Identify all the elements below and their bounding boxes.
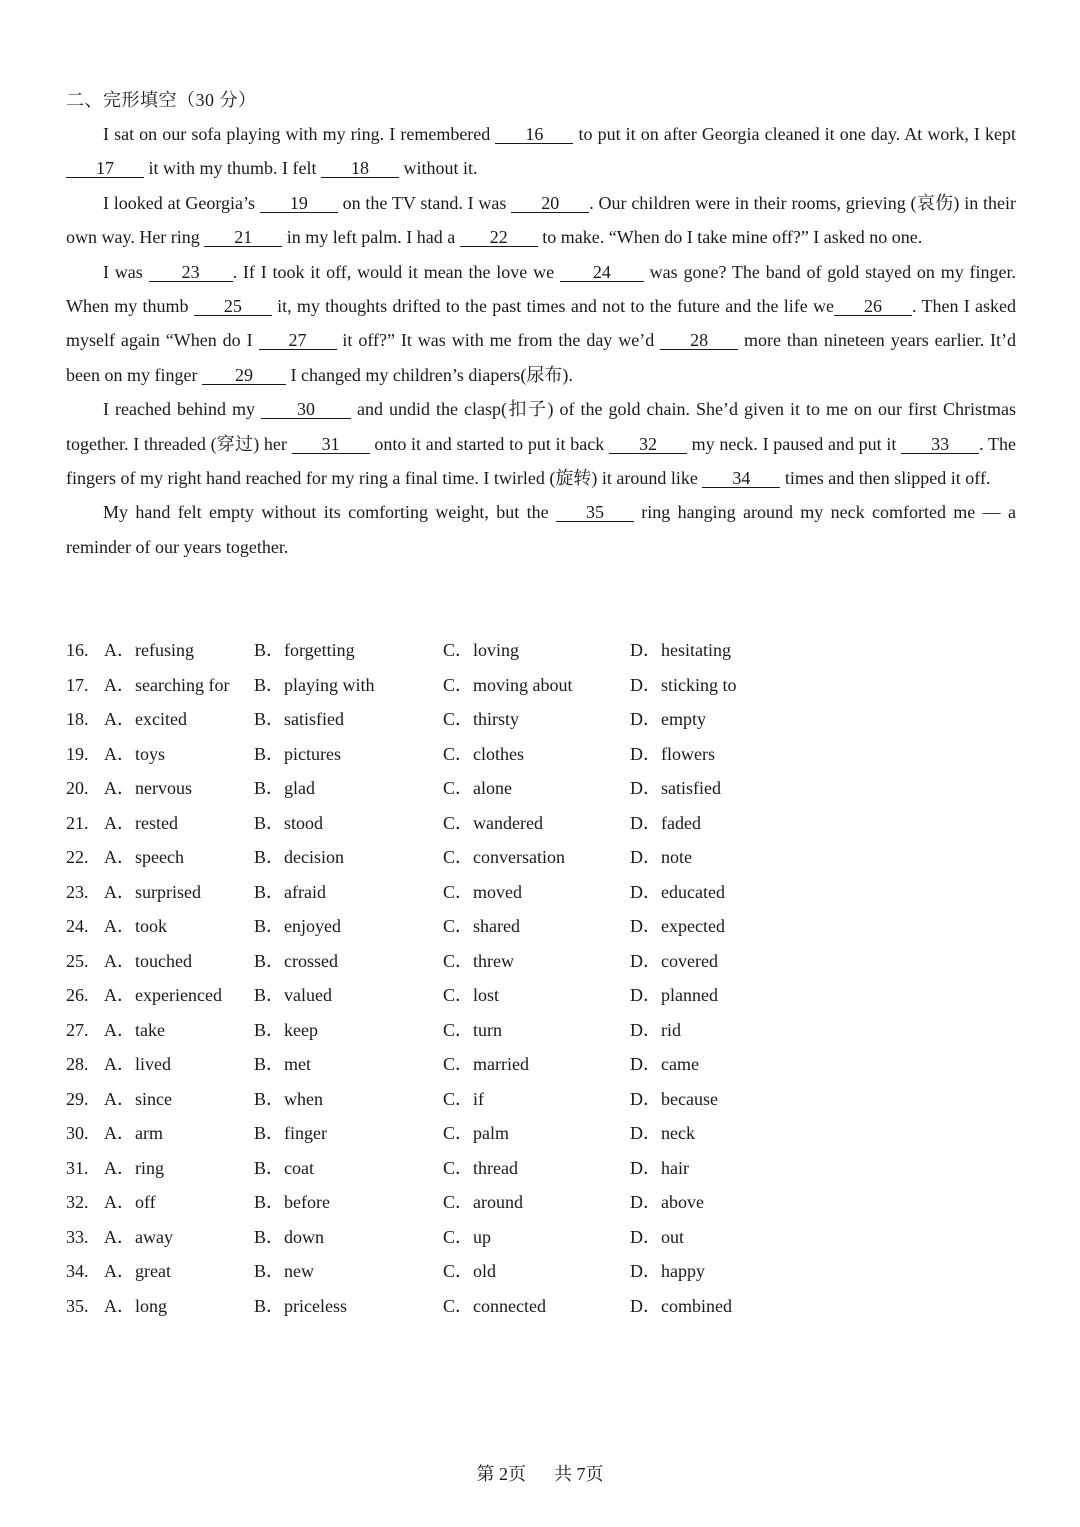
question-number: 27.: [66, 1019, 89, 1040]
question-number: 25.: [66, 950, 89, 971]
blank-29: 29: [202, 366, 286, 385]
option-b: B．new: [254, 1261, 314, 1281]
option-b: B．enjoyed: [254, 916, 341, 936]
question-number: 32.: [66, 1192, 89, 1212]
paragraph-3: [66, 255, 1016, 393]
cloze-passage: [66, 117, 1016, 564]
question-number: 18.: [66, 709, 89, 729]
option-row: [66, 806, 826, 841]
option-d: D．hair: [630, 1157, 689, 1178]
option-row: [66, 1047, 826, 1082]
text: it, my thoughts drifted to the past times and not to the future and the life we: [271, 296, 835, 317]
text: . The fingers of my right hand reached for my ring a final time. I twirled (旋转) it around like: [66, 433, 1016, 489]
option-b: B．before: [254, 1192, 330, 1212]
text: in my left palm. I had a: [282, 227, 460, 248]
question-number: 31.: [66, 1157, 89, 1178]
blank-23: 23: [149, 263, 233, 282]
option-d: D．educated: [630, 881, 725, 902]
option-a: A．took: [104, 916, 167, 936]
option-c: C．thirsty: [443, 709, 520, 729]
text: ring hanging around my neck comforted me — a reminder of our years together.: [66, 502, 1016, 557]
option-c: C．alone: [443, 778, 512, 798]
option-c: C．conversation: [443, 847, 565, 867]
text: onto it and started to put it back: [369, 433, 609, 454]
option-row: [66, 1289, 826, 1324]
option-c: C．up: [443, 1226, 492, 1247]
option-b: B．priceless: [254, 1295, 347, 1316]
text: it off?” It was with me from the day we’d: [336, 330, 661, 351]
option-d: D．satisfied: [630, 778, 721, 798]
option-c: C．palm: [443, 1123, 509, 1143]
option-c: C．loving: [443, 640, 520, 660]
option-a: A．nervous: [104, 778, 192, 798]
text: and undid the clasp(扣子) of the gold chain. She’d given it to me on our first Christmas together. I threaded (穿过) her: [66, 399, 1016, 454]
blank-32: 32: [609, 435, 687, 454]
question-number: 29.: [66, 1088, 89, 1109]
answer-options: [66, 633, 826, 1323]
page-total: 共 7页: [554, 1464, 604, 1484]
option-row: [66, 909, 826, 944]
option-c: C．turn: [443, 1019, 503, 1040]
blank-18: 18: [321, 159, 399, 178]
option-row: [66, 633, 826, 668]
option-d: D．hesitating: [630, 640, 731, 660]
option-d: D．empty: [630, 709, 706, 729]
option-c: C．around: [443, 1192, 523, 1212]
option-b: B．afraid: [254, 881, 326, 902]
option-b: B．down: [254, 1226, 325, 1247]
option-c: C．connected: [443, 1295, 546, 1316]
blank-21: 21: [204, 228, 282, 247]
option-d: D．note: [630, 847, 692, 867]
text: . Then I asked myself again “When do I: [66, 296, 1016, 351]
blank-35: 35: [556, 503, 634, 522]
option-row: [66, 1254, 826, 1289]
option-row: [66, 1151, 826, 1186]
option-b: B．coat: [254, 1157, 314, 1178]
option-b: B．pictures: [254, 743, 341, 764]
option-row: [66, 771, 826, 806]
text: without it.: [399, 158, 478, 179]
option-d: D．because: [630, 1088, 718, 1109]
option-a: A．away: [104, 1226, 173, 1247]
option-a: A．arm: [104, 1123, 163, 1143]
option-a: A．ring: [104, 1157, 164, 1178]
question-number: 35.: [66, 1295, 89, 1316]
question-number: 21.: [66, 812, 89, 833]
option-row: [66, 737, 826, 772]
option-c: C．thread: [443, 1157, 518, 1178]
option-d: D．combined: [630, 1295, 732, 1316]
page-footer: [0, 1460, 1080, 1486]
option-a: A．rested: [104, 812, 178, 833]
option-a: A．experienced: [104, 985, 222, 1005]
page-number: 第 2页: [476, 1464, 526, 1484]
text: to put it on after Georgia cleaned it one day. At work, I kept: [573, 124, 1017, 144]
question-number: 17.: [66, 674, 89, 695]
option-b: B．playing with: [254, 674, 375, 695]
option-a: A．excited: [104, 709, 187, 729]
option-a: A．searching for: [104, 674, 230, 695]
option-b: B．met: [254, 1054, 311, 1074]
blank-33: 33: [901, 435, 979, 454]
blank-25: 25: [194, 297, 272, 316]
text: I reached behind my: [103, 399, 261, 420]
option-b: B．satisfied: [254, 709, 344, 729]
option-d: D．came: [630, 1054, 699, 1074]
text: My hand felt empty without its comforting weight, but the: [103, 502, 556, 523]
option-d: D．covered: [630, 950, 718, 971]
blank-17: 17: [66, 159, 144, 178]
option-b: B．forgetting: [254, 640, 355, 660]
option-row: [66, 1013, 826, 1048]
option-a: A．touched: [104, 950, 192, 971]
option-row: [66, 702, 826, 737]
option-d: D．faded: [630, 812, 701, 833]
question-number: 20.: [66, 778, 89, 798]
question-number: 30.: [66, 1123, 89, 1143]
text: I changed my children’s diapers(尿布).: [285, 364, 573, 385]
paragraph-1: [66, 117, 1016, 186]
option-b: B．crossed: [254, 950, 338, 971]
blank-34: 34: [702, 469, 780, 488]
option-row: [66, 875, 826, 910]
blank-20: 20: [511, 194, 589, 213]
blank-19: 19: [260, 194, 338, 213]
text: was gone? The band of gold stayed on my finger. When my thumb: [66, 261, 1016, 317]
question-number: 28.: [66, 1054, 89, 1074]
paragraph-2: [66, 186, 1016, 255]
option-c: C．clothes: [443, 743, 524, 764]
option-d: D．sticking to: [630, 674, 737, 695]
question-number: 16.: [66, 640, 89, 660]
option-a: A．long: [104, 1295, 167, 1316]
option-d: D．flowers: [630, 743, 715, 764]
blank-30: 30: [261, 400, 351, 419]
question-number: 34.: [66, 1261, 89, 1281]
text: more than nineteen years earlier. It’d been on my finger: [66, 330, 1016, 385]
option-row: [66, 1220, 826, 1255]
option-b: B．valued: [254, 985, 332, 1005]
blank-24: 24: [560, 263, 644, 282]
option-a: A．toys: [104, 743, 166, 764]
option-c: C．moving about: [443, 674, 573, 695]
blank-28: 28: [660, 331, 738, 350]
option-a: A．since: [104, 1088, 172, 1109]
option-d: D．expected: [630, 916, 725, 936]
text: . If I took it off, would it mean the love we: [232, 261, 560, 282]
question-number: 22.: [66, 847, 89, 867]
option-d: D．planned: [630, 985, 718, 1005]
question-number: 33.: [66, 1226, 89, 1247]
option-c: C．wandered: [443, 812, 543, 833]
blank-31: 31: [292, 435, 370, 454]
text: to make. “When do I take mine off?” I asked no one.: [537, 227, 923, 248]
option-row: [66, 978, 826, 1013]
option-c: C．old: [443, 1261, 497, 1281]
text: I sat on our sofa playing with my ring. I remembered: [103, 124, 496, 144]
text: my neck. I paused and put it: [686, 433, 902, 454]
paragraph-5: [66, 495, 1016, 564]
option-a: A．great: [104, 1261, 171, 1281]
section-title: 二、完形填空（30 分）: [66, 90, 257, 110]
option-row: [66, 944, 826, 979]
text: it with my thumb. I felt: [144, 158, 321, 179]
option-row: [66, 1082, 826, 1117]
blank-27: 27: [259, 331, 337, 350]
option-a: A．speech: [104, 847, 184, 867]
blank-22: 22: [460, 228, 538, 247]
option-b: B．glad: [254, 778, 315, 798]
option-b: B．decision: [254, 847, 344, 867]
option-d: D．neck: [630, 1123, 695, 1143]
question-number: 19.: [66, 743, 89, 764]
question-number: 26.: [66, 985, 89, 1005]
option-d: D．rid: [630, 1019, 681, 1040]
text: . Our children were in their rooms, grieving (哀伤) in their own way. Her ring: [66, 192, 1016, 248]
option-row: [66, 840, 826, 875]
option-a: A．lived: [104, 1054, 171, 1074]
option-c: C．moved: [443, 881, 522, 902]
question-number: 24.: [66, 916, 89, 936]
option-b: B．finger: [254, 1123, 327, 1143]
option-b: B．when: [254, 1088, 323, 1109]
option-row: [66, 1116, 826, 1151]
text: I was: [103, 261, 149, 282]
option-row: [66, 668, 826, 703]
option-c: C．threw: [443, 950, 514, 971]
text: on the TV stand. I was: [337, 192, 512, 213]
option-b: B．stood: [254, 812, 324, 833]
text: times and then slipped it off.: [780, 468, 991, 489]
option-c: C．if: [443, 1088, 485, 1109]
option-b: B．keep: [254, 1019, 318, 1040]
option-c: C．shared: [443, 916, 520, 936]
option-c: C．lost: [443, 985, 500, 1005]
option-d: D．happy: [630, 1261, 705, 1281]
option-c: C．married: [443, 1054, 529, 1074]
option-a: A．off: [104, 1192, 156, 1212]
blank-16: 16: [495, 125, 573, 144]
option-a: A．take: [104, 1019, 165, 1040]
option-row: [66, 1185, 826, 1220]
text: I looked at Georgia’s: [103, 192, 260, 213]
paragraph-4: [66, 392, 1016, 495]
question-number: 23.: [66, 881, 89, 902]
option-a: A．refusing: [104, 640, 194, 660]
blank-26: 26: [834, 297, 912, 316]
option-d: D．above: [630, 1192, 704, 1212]
option-d: D．out: [630, 1226, 684, 1247]
option-a: A．surprised: [104, 881, 201, 902]
